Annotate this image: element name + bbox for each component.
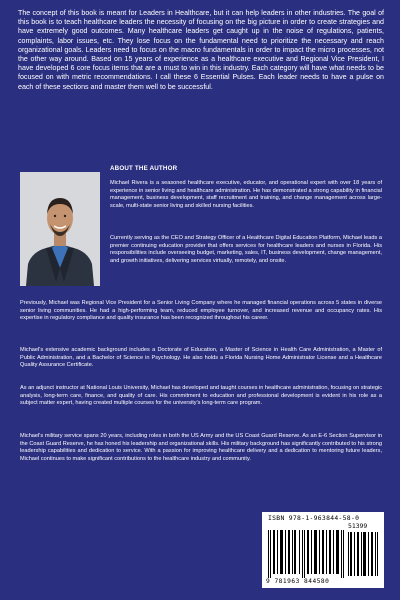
bio-paragraph-4: Michael's extensive academic background includes a Doctorate of Education, a Master of Science in Health Care Administration, a Master of Public Administration, and a Bachelor of Science in Psychology. He also holds a Florida Nursing Home Administrator License and a Healthcare Quality Assurance Certificate. — [20, 347, 382, 369]
bio-paragraph-2: Currently serving as the CEO and Strategy Officer of a Healthcare Digital Education Platform, Michael leads a premier continuing education provider that offers services for healthcare leaders and nurses in Florida. His responsibilities include overseeing budget, marketing, sales, IT, business development, change management, and growth initiatives, delivering services virtually, remotely, and onsite. — [110, 235, 382, 264]
isbn-number: ISBN 978-1-963844-58-0 — [268, 514, 360, 522]
ean-digits: 9 781963 844580 — [266, 578, 330, 585]
bio-paragraph-6: Michael's military service spans 20 years, including roles in both the US Army and the US Coast Guard Reserve. As an E-6 Section Supervisor in the Coast Guard Reserve, he has honed his leadership and organizational skills. His military background has significantly contributed to his strong leadership capabilities and dedication to service. With a passion for improving healthcare delivery and a dedication to mentoring future leaders, Michael continues to make significant contributions to the healthcare industry and community. — [20, 433, 382, 462]
isbn-barcode — [262, 512, 384, 588]
bio-paragraph-5: As an adjunct instructor at National Louis University, Michael has developed and taught courses in healthcare administration, focusing on strategic analysis, long-term care, finance, and quality of care. His commitment to education and professional development is evident in his role as a subject matter expert, having created multiple courses for the university's long-term care program. — [20, 385, 382, 407]
about-author-heading: ABOUT THE AUTHOR — [110, 165, 178, 172]
bio-paragraph-1: Michael Rivera is a seasoned healthcare executive, educator, and operational expert with over 18 years of experience in senior living and healthcare administration. He has demonstrated a strong capability in financial management, business development, staff recruitment and training, and change management across large-scale, multi-state senior living and skilled nursing facilities. — [110, 180, 382, 209]
price-barcode-icon — [348, 532, 378, 576]
price-code: 51399 — [348, 522, 368, 530]
author-photo — [20, 172, 100, 286]
book-blurb: The concept of this book is meant for Leaders in Healthcare, but it can help leaders in other industries. The goal of this book is to teach healthcare leaders the necessity of focusing on the big picture in order to create strategies and have extremely good outcomes. Many healthcare leaders get caught up in the noise of regulations, patients, complaints, labor issues, etc. They lose focus on the fundamental need to prioritize the necessary and reach organizational goals. Leaders need to focus on the macro fundamentals in order to impact the micro processes, not the other way around. Based on 15 years of experience as a healthcare executive and Regional Vice President, I have developed 6 core focus items that are a must to win in this industry. Each category will have what needs to be focused on with metric recommendations. I call these 6 Essential Pulses. Each leader needs to have a pulse on each of these sections and master them well to be successful. — [18, 9, 384, 91]
bio-paragraph-3: Previously, Michael was Regional Vice President for a Senior Living Company where he managed financial operations across 5 states in diverse senior living communities. He had a high-performing team, reduced employee turnover, and increased revenue and occupancy rates. His expertise in regulatory compliance and quality insurance has been recognized throughout his career. — [20, 300, 382, 322]
ean-barcode-icon — [268, 530, 344, 578]
